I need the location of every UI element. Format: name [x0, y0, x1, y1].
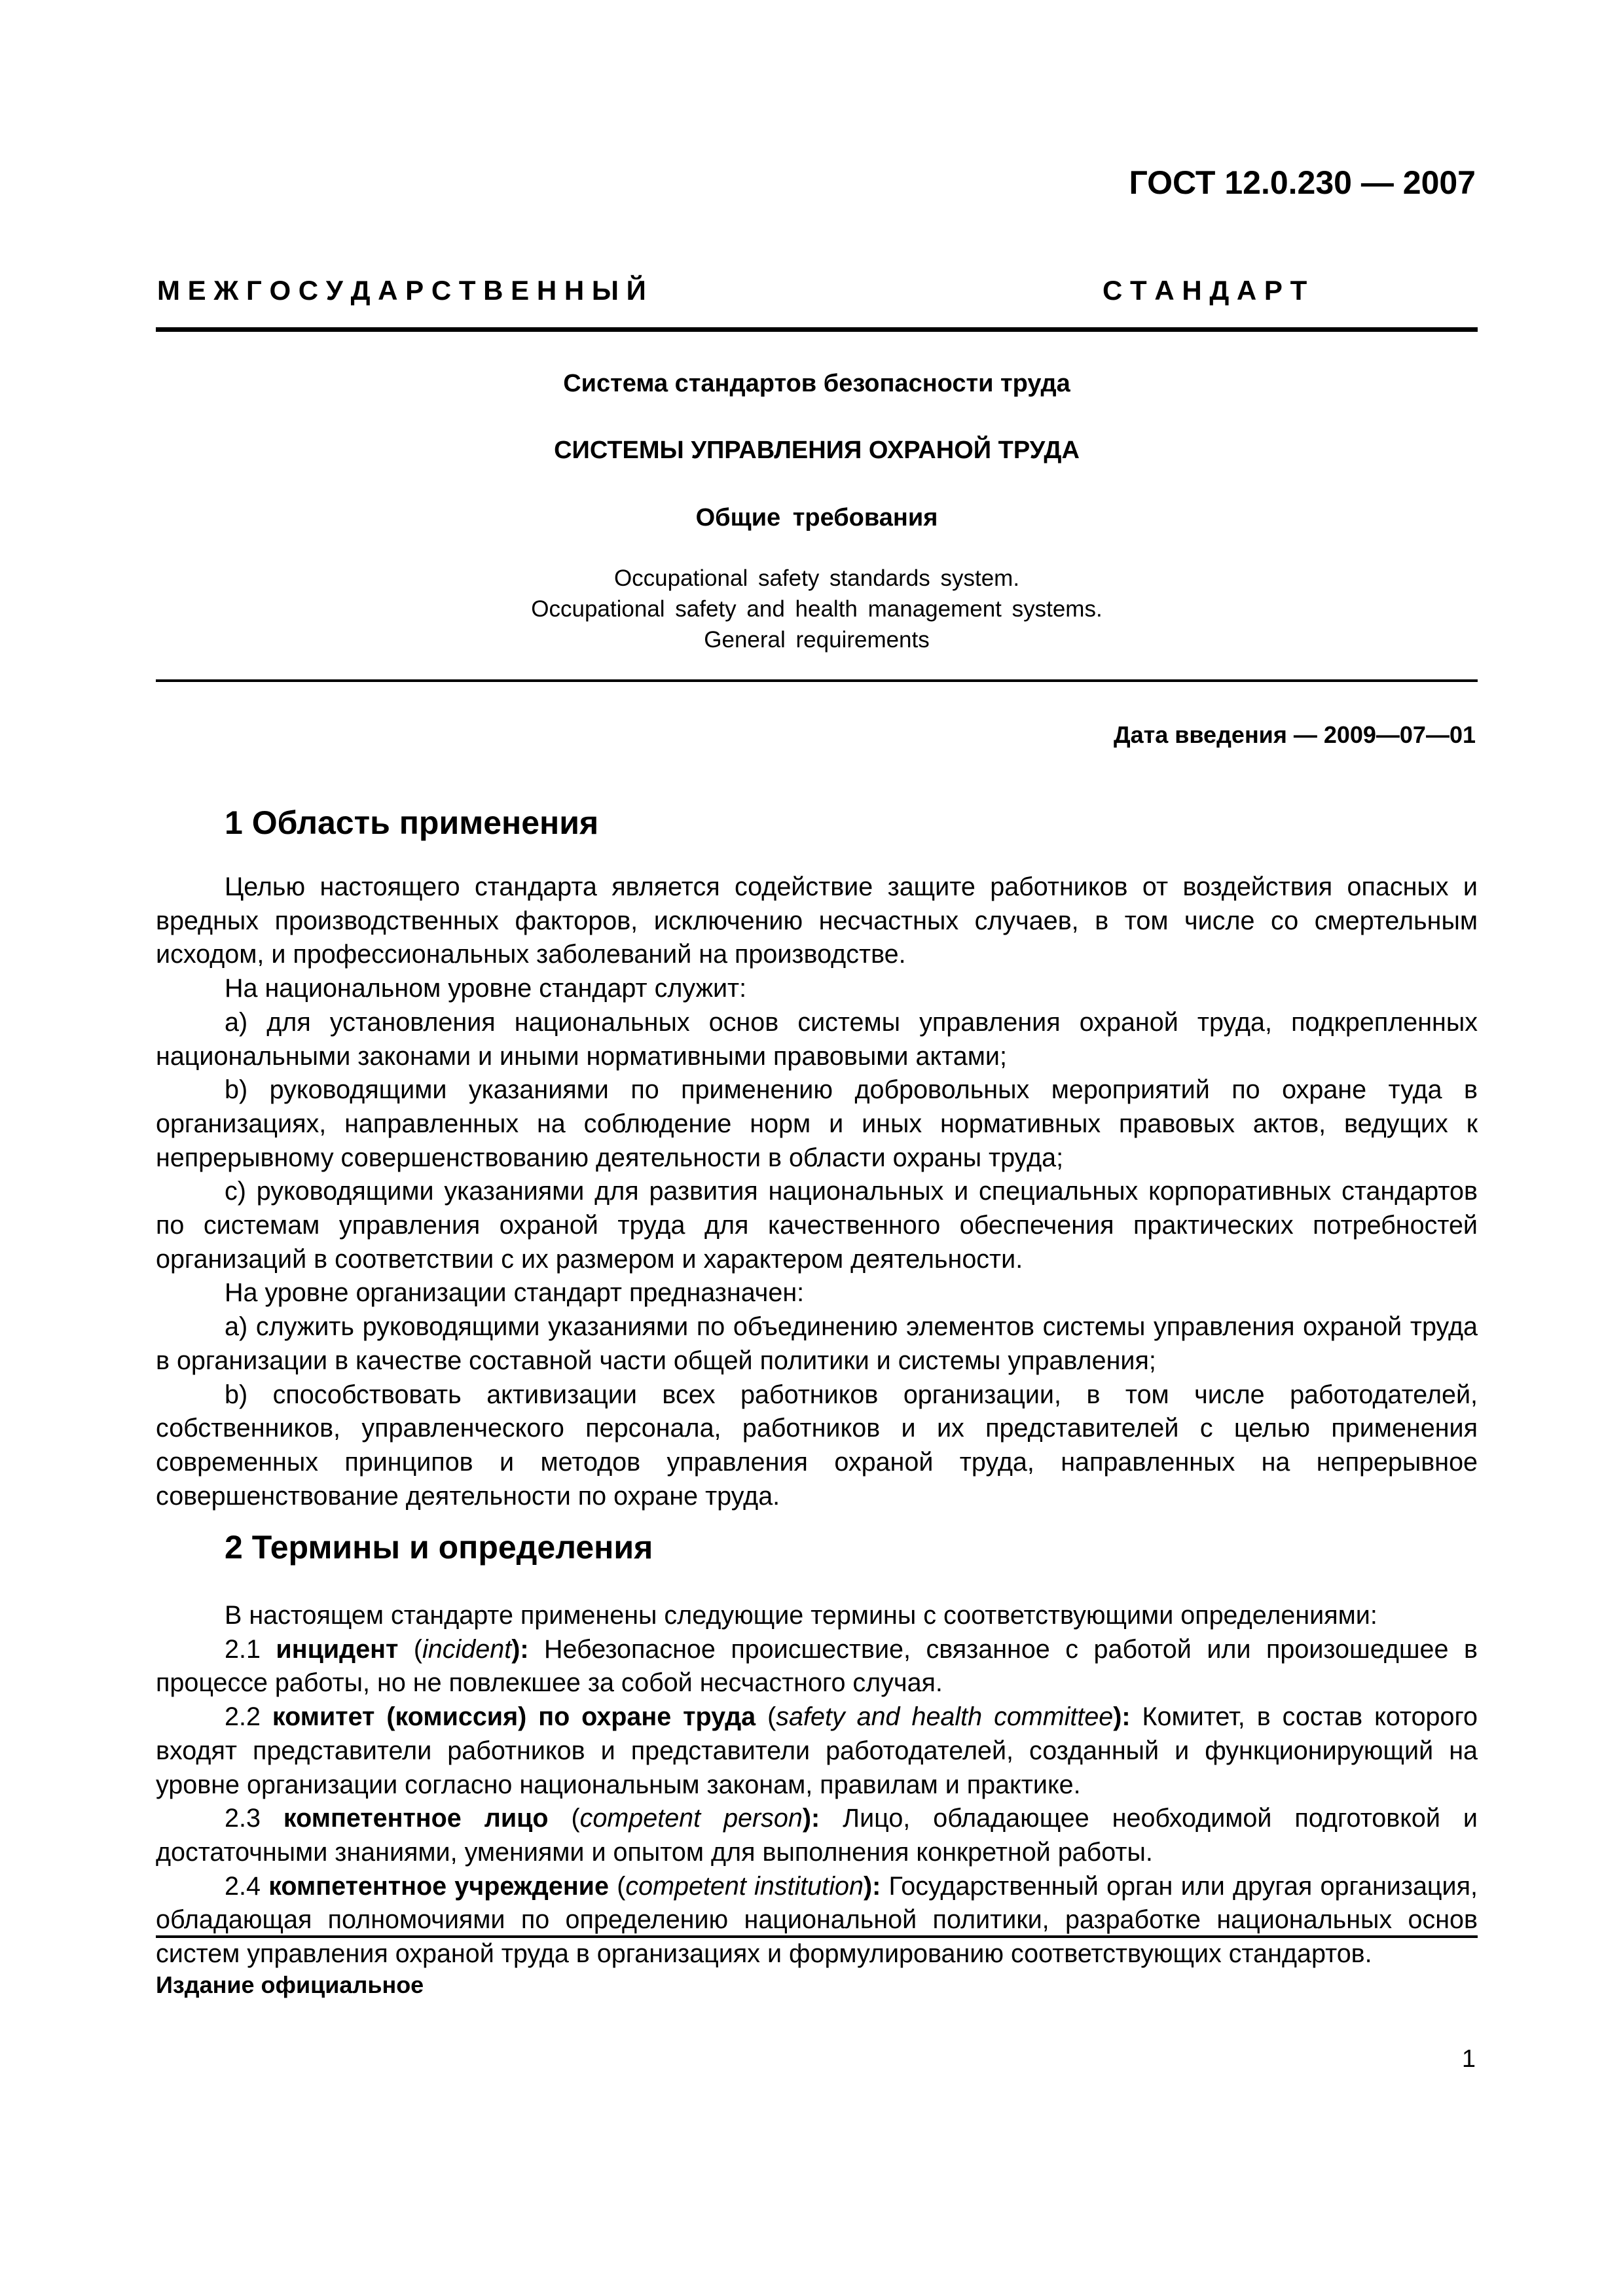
subtitle: Общие требования — [695, 504, 938, 531]
term-definition: 2.3 компетентное лицо (competent person): Лицо, обладающее необходимой подготовкой и достаточными знаниями, умениями и опытом для выполнения конкретной работы. — [156, 1804, 1478, 1867]
term-number: 2.2 — [225, 1702, 261, 1732]
term-definition: 2.1 инцидент (incident): Небезопасное происшествие, связанное с работой или произошедшее в процессе работы, но не повлекшее за собой несчастного случая. — [156, 1634, 1478, 1698]
interstate-standard-banner — [157, 275, 1476, 306]
term-text: Лицо, обладающее необходимой подготовкой и достаточными знаниями, умениями и опытом для выполнения конкретной работы. — [156, 1804, 1478, 1867]
term-text: Комитет, в состав которого входят представители работников и представители работодателей, созданный и функционирующий на уровне организации согласно национальным законам, правилам и практике. — [156, 1702, 1478, 1799]
paragraph: На уровне организации стандарт предназначен: — [225, 1278, 805, 1308]
paragraph: c) руководящими указаниями для развития национальных и специальных корпоративных стандартов по системам управления охраной труда для качественного обеспечения практических потребностей организаций в соответствии с их размером и характером деятельности. — [156, 1177, 1478, 1274]
title-rule — [156, 679, 1478, 682]
paragraph: b) руководящими указаниями по применению добровольных мероприятий по охране туда в организациях, направленных на соблюдение норм и иных нормативных правовых актов, ведущих к непрерывному совершенствованию деятельности в области охраны труда; — [156, 1075, 1478, 1172]
introduction-date: Дата введения — 2009—07—01 — [1113, 721, 1476, 748]
term-english: competent institution — [625, 1871, 864, 1901]
main-title: СИСТЕМЫ УПРАВЛЕНИЯ ОХРАНОЙ ТРУДА — [554, 437, 1080, 464]
paragraph: В настоящем стандарте применены следующие термины с соответствующими определениями: — [225, 1601, 1377, 1630]
section-1-heading: 1 Область применения — [225, 804, 599, 841]
banner-gap — [1063, 275, 1103, 306]
page-number: 1 — [1461, 2045, 1476, 2073]
term-text: Небезопасное происшествие, связанное с работой или произошедшее в процессе работы, но не повлекшее за собой несчастного случая. — [156, 1634, 1478, 1698]
paragraph: Целью настоящего стандарта является содействие защите работников от воздействия опасных и вредных производственных факторов, исключению несчастных случаев, в том числе со смертельным исходом, и профессиональных заболеваний на производстве. — [156, 872, 1478, 969]
term-english: competent person — [579, 1804, 803, 1833]
term-number: 2.1 — [225, 1634, 261, 1664]
header-rule — [156, 327, 1478, 332]
paragraph: a) для установления национальных основ системы управления охраной труда, подкрепленных национальными законами и иными нормативными правовыми актами; — [156, 1007, 1478, 1071]
official-edition-label: Издание официальное — [156, 1971, 424, 1998]
term-definition: 2.2 комитет (комиссия) по охране труда (safety and health committee): Комитет, в состав которого входят представители работников и представители работодателей, созданный и функционирующий на уровне организации согласно национальным законам, правилам и практике. — [156, 1702, 1478, 1799]
paragraph: a) служить руководящими указаниями по объединению элементов системы управления охраной труда в организации в качестве составной части общей политики и системы управления; — [156, 1312, 1478, 1375]
english-title — [156, 563, 1478, 655]
english-title-line: Occupational safety standards system. — [613, 565, 1020, 591]
term-name: инцидент — [276, 1634, 399, 1664]
section-1-body — [156, 870, 1478, 1513]
english-title-line: Occupational safety and health management systems. — [531, 596, 1103, 622]
paragraph: b) способствовать активизации всех работников организации, в том числе работодателей, собственников, управленческого персонала, работников и их представителей с целью применения современных принципов и методов управления охраной труда, направленных на непрерывное совершенствование деятельности по охране труда. — [156, 1380, 1478, 1511]
term-text: Государственный орган или другая организация, обладающая полномочиями по определению национальной политики, разработке национальных основ систем управления охраной труда в организациях и формулированию соответствующих стандартов. — [156, 1871, 1478, 1969]
interstate-word: М Е Ж Г О С У Д А Р С Т В Е Н Н Ы Й — [157, 275, 646, 306]
paragraph: На национальном уровне стандарт служит: — [225, 974, 747, 1003]
term-english: safety and health committee — [776, 1702, 1114, 1732]
system-title: Система стандартов безопасности труда — [563, 370, 1070, 397]
term-number: 2.4 — [225, 1871, 261, 1901]
term-name: комитет (комиссия) по охране труда — [272, 1702, 756, 1732]
term-name: компетентное лицо — [283, 1804, 549, 1833]
document-number: ГОСТ 12.0.230 — 2007 — [1129, 164, 1476, 201]
english-title-line: General requirements — [704, 627, 930, 653]
section-2-heading: 2 Термины и определения — [225, 1529, 653, 1566]
standard-word: С Т А Н Д А Р Т — [1103, 275, 1307, 306]
section-2-body — [156, 1599, 1478, 1971]
term-number: 2.3 — [225, 1804, 261, 1833]
term-name: компетентное учреждение — [268, 1871, 609, 1901]
footer-rule — [156, 1935, 1478, 1938]
term-english: incident — [422, 1634, 512, 1664]
term-definition: 2.4 компетентное учреждение (competent institution): Государственный орган или другая организация, обладающая полномочиями по определению национальной политики, разработке национальных основ систем управления охраной труда в организациях и формулированию соответствующих стандартов. — [156, 1871, 1478, 1969]
